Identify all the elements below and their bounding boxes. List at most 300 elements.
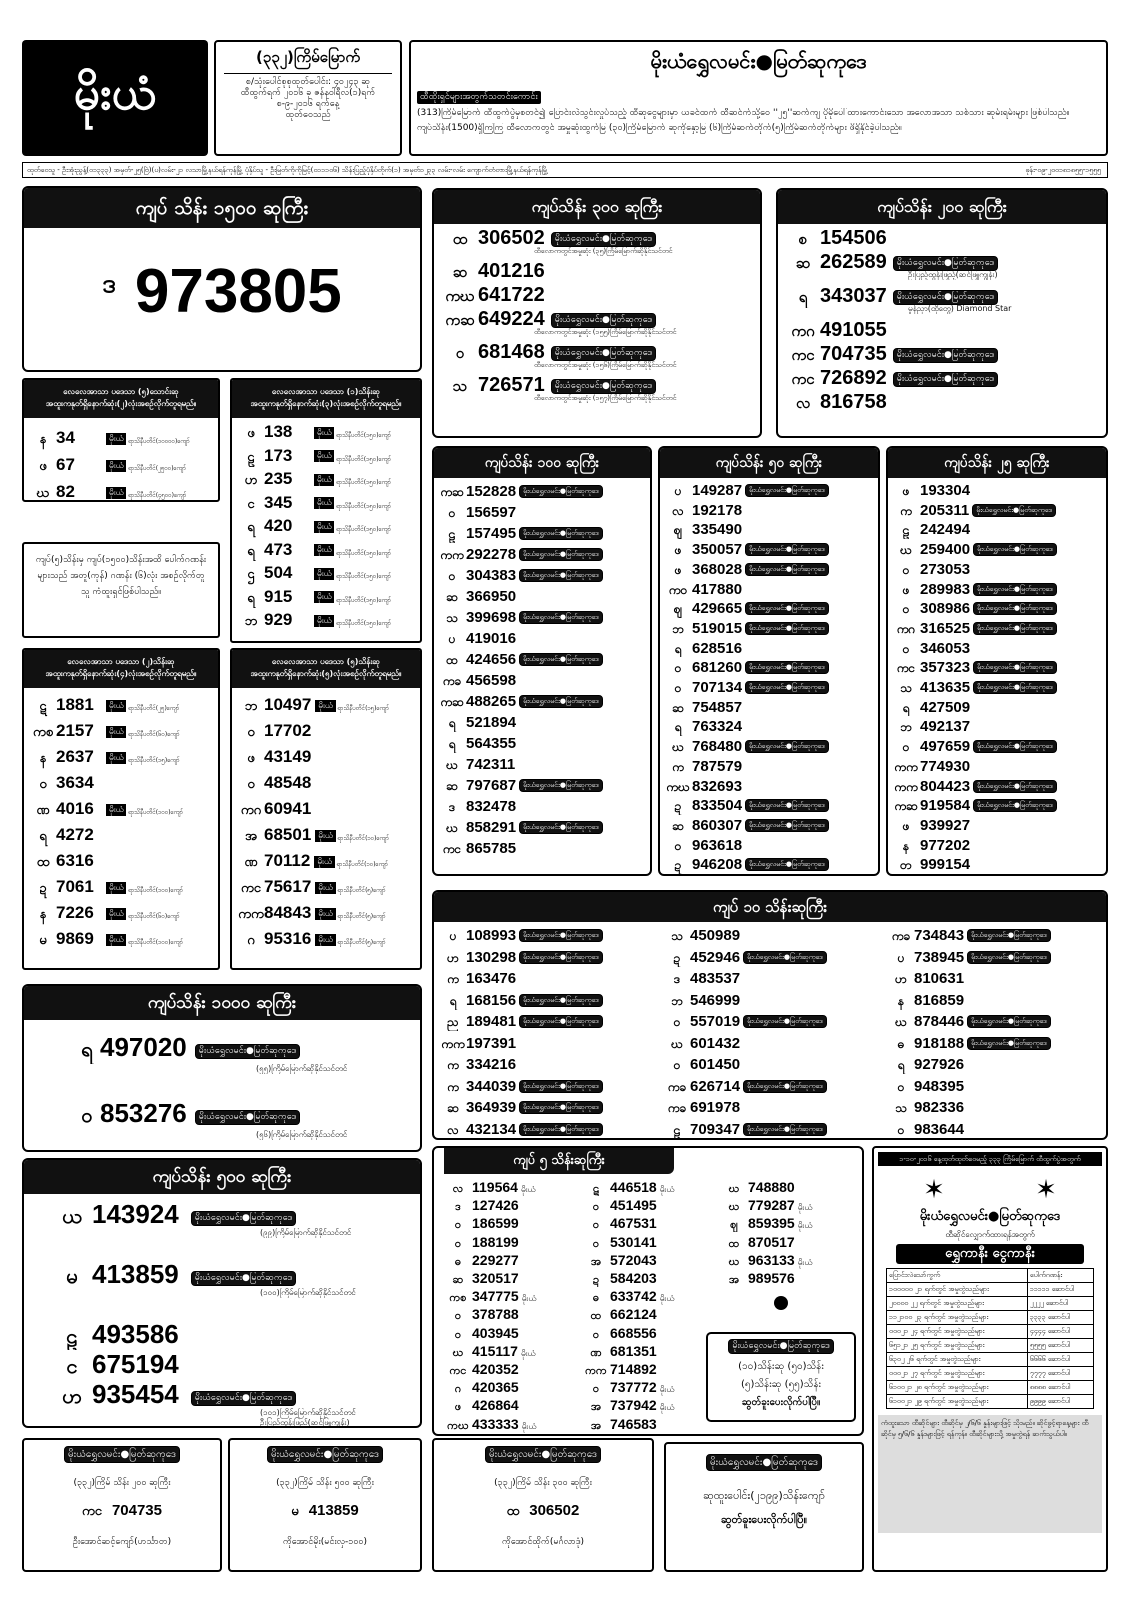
bottom-line: (၃၃၂)ကြိမ် သိန်း ၅၀၀ ဆုကြီး (276, 1478, 374, 1488)
prize-row (438, 648, 650, 669)
mini-tag (314, 544, 334, 556)
prize-number: 649224 (478, 308, 545, 330)
prize-row (664, 1096, 882, 1117)
tag-label (745, 563, 829, 576)
prize-5-panel (432, 1146, 864, 1436)
winner-note: ရာသိနီပတိင်(၁၅)ကျော် (337, 705, 390, 712)
prize-prefix: ဓ (897, 1036, 905, 1051)
prize-number: 138 (264, 422, 293, 441)
panel-header: ကျပ်သိန်း ၅၀၀ ဆုကြီး (24, 1160, 420, 1194)
table-cell: ၀၀၀၂၁ ၂၄ ရက်တွင် အမှုတွဲသည်များ (887, 1325, 1028, 1339)
prize-prefix: ဝ (247, 725, 255, 740)
prize-row (438, 837, 650, 858)
prize-number: 108993 (466, 927, 517, 944)
tag-label (973, 602, 1057, 615)
prize-row (664, 480, 876, 500)
prize-number: 492137 (920, 718, 971, 736)
prize-prefix: ကက (585, 1364, 607, 1377)
winner-note: ရာသိနီပတိင်(၁၅)ကျော် (128, 757, 180, 764)
prize-prefix: ကဆ (894, 799, 918, 814)
prize-row (786, 226, 1104, 250)
mini-tag-text: မိုးယံ (797, 1221, 813, 1231)
tag-label (519, 821, 603, 834)
prize-row (438, 522, 650, 543)
prize-row (442, 259, 758, 283)
prize-1000-panel (22, 984, 422, 1152)
prize-number: 163476 (466, 970, 517, 987)
prize-row (238, 467, 418, 491)
table-cell: ၆၃၀၂ ၂၆ ရက်တွင် အမှုတွဲသည်များ (887, 1353, 1028, 1367)
tag-label (743, 1015, 827, 1028)
winner-note: ရာသိနီပတိင်(၁၀၀၀၀)ကျော် (128, 438, 190, 445)
prize-row (582, 1269, 718, 1287)
first-prize-panel (22, 186, 422, 372)
prize-prefix: ကင (241, 881, 261, 896)
table-cell: ၁၀၀၀၀၀ ၂၁ ရက်တွင် အမှုတွဲသည်များ (887, 1283, 1028, 1297)
tag-label (519, 951, 603, 964)
table-row (887, 1395, 1094, 1409)
prize-prefix: ကက (441, 1036, 465, 1051)
prize-prefix: ဈ (673, 523, 683, 538)
prize-row (582, 1196, 718, 1214)
prize-prefix: ရ (247, 543, 255, 559)
prize-row (438, 774, 650, 795)
prize-number: 709347 (690, 1120, 741, 1138)
prize-row (720, 1178, 856, 1196)
masthead (22, 40, 1108, 156)
prize-row (888, 989, 1106, 1010)
tag-text: မိုးယံရွှေလမင်း●မြတ်ဆုကုဒေ (971, 931, 1047, 939)
tag-text: မိုးယံရွှေလမင်း●မြတ်ဆုကုဒေ (977, 545, 1053, 554)
winner-note: ရာသိနီပတိင်(၁၅၀)ကျော် (336, 502, 392, 510)
prize-prefix: ဆ (446, 590, 458, 604)
winner-note: (၅၅)ကြိမ်မြောက်ဆိုနိုင်သင်တင် (256, 1064, 348, 1073)
prize-prefix: ကင (896, 661, 916, 676)
tag-text: မိုးယံရွှေလမင်း●မြတ်ဆုကုဒေ (976, 505, 1052, 514)
prize-number: 10497 (264, 695, 312, 714)
prize-row (892, 776, 1104, 796)
mini-tag-text: မိုးယံ (109, 700, 124, 710)
prize-row (664, 1053, 882, 1074)
tag-label (893, 256, 998, 271)
prize-prefix: ဍ (673, 950, 681, 965)
prize-row (438, 732, 650, 753)
prize-row (52, 1258, 412, 1290)
prize-number: 704735 (111, 1502, 162, 1519)
winner-note: (၁၀၁)ကြိမ်မြောက်ဆိုနိုင်သင်တင် ဦးပြည့်ထွန်းဖြည့်(ဆင်ဖြူကျွန်း) (260, 1408, 356, 1427)
mini-tag-text: မိုးယံ (318, 934, 333, 944)
prize-row (444, 1378, 580, 1396)
prize-prefix: ဝ (902, 602, 910, 617)
tag-text: မိုးယံရွှေလမင်း●မြတ်ဆုကုဒေ (749, 486, 825, 494)
prize-number: 9869 (56, 929, 94, 948)
prize-number: 413859 (92, 1259, 179, 1289)
prize-row (892, 598, 1104, 618)
bottom-number-row (230, 1500, 420, 1522)
prize-row (238, 770, 418, 796)
mini-tag-text: မိုးယံ (317, 615, 332, 625)
tag-text: မိုးယံရွှေလမင်း●မြတ်ဆုကုဒေ (194, 1213, 293, 1223)
prize-number: 919584 (920, 797, 971, 815)
prize-prefix: ပ (448, 632, 456, 646)
prize-number: 810631 (914, 970, 965, 987)
mini-tag-text: မိုးယံ (659, 1185, 675, 1194)
prize-prefix: ရ (448, 716, 456, 730)
prize-number: 235 (264, 469, 293, 488)
tag-text: မိုးယံရွှေလမင်း●မြတ်ဆုကုဒေ (709, 1457, 819, 1468)
banner-line: ကျပ်သိန်း(1500)ရှိကြကြ ထီလောကတွင် အမှုဆုံးထွက်မြ (၃၀)ကြိမ်မြောက် ဆုကိုနှော့မြ (၆)ကြိမ်ဆက်တိုက်(၅)ကြိမ်ဆက်တိုက်များ ဖိရှိနိုင်ခဲ့ပါသည်။ (417, 123, 902, 133)
prize-number: 229277 (472, 1251, 519, 1268)
prize-row (664, 835, 876, 855)
prize-row (888, 1118, 1106, 1139)
prize-number: 768480 (692, 738, 743, 756)
prize-row (664, 677, 876, 697)
prize-prefix: မ (291, 1504, 299, 1519)
tag-label (745, 543, 829, 556)
mini-tag (314, 591, 334, 603)
tag-label (745, 622, 829, 635)
prize-number: 152828 (466, 483, 517, 500)
prize-number: 982336 (914, 1099, 965, 1116)
prize-number: 43149 (264, 747, 312, 766)
mini-tag-text: မိုးယံ (317, 474, 332, 484)
prize-prefix: အ (245, 829, 257, 844)
prize-row (440, 1053, 658, 1074)
issue-line: ထီထွက်ရက် ၂၀၁၆ ခု ဇန်နဝါရီလ(၁)ရက် (240, 88, 376, 98)
mini-tag-text: မိုးယံ (317, 568, 332, 578)
tag-text: မိုးယံရွှေလမင်း●မြတ်ဆုကုဒေ (749, 604, 825, 613)
panel-header-line: အထူးကနုတ်ရှိနောက်ဆုံး(၄)လုံးအစဉ်လိုက်တူရမည်။ (45, 669, 197, 678)
mini-tag-text: မိုးယံ (318, 882, 333, 892)
tag-label (973, 622, 1057, 635)
prize-number: 173 (264, 445, 293, 465)
prize-row (438, 606, 650, 627)
prize-prefix: ဓ (592, 1291, 600, 1305)
prize-row (888, 1075, 1106, 1096)
prize-prefix: ဍ (39, 881, 47, 896)
prize-row (438, 711, 650, 732)
prize-row (892, 539, 1104, 559)
tag-label (519, 1080, 603, 1093)
tag-label (893, 372, 998, 387)
prize-row (30, 744, 210, 770)
tag-text: မိုးယံရွှေလမင်း●မြတ်ဆုကုဒေ (977, 623, 1053, 632)
info-bar-right: ဖုန်း-၀၉-၂၀၀၁၈၁၈၅၅-၁၅၅၅ (1025, 166, 1101, 174)
prize-prefix: ဍ (674, 858, 682, 873)
prize-number: 963618 (692, 836, 743, 854)
prize-number: 306502 (478, 227, 545, 249)
logo (22, 40, 208, 156)
prize-number: 273053 (920, 560, 971, 578)
logo-text: မိုးယံ (73, 65, 157, 120)
prize-row (238, 444, 418, 468)
tag-label (706, 1454, 822, 1471)
prize-prefix: ကစ (32, 725, 54, 740)
prize-prefix: ထ (36, 855, 50, 870)
prize-prefix: ကခ (667, 1079, 687, 1094)
prize-number: 189481 (466, 1013, 517, 1030)
prize-number: 368028 (692, 560, 743, 578)
promo-heading: ရွှေကာနီး ငွေကာနီး (896, 1244, 1084, 1264)
prize-number: 446518 (610, 1179, 657, 1195)
prize-row (30, 718, 210, 744)
prize-prefix: ရ (674, 720, 682, 735)
prize-number: 2637 (56, 747, 94, 766)
prize-number: 860307 (692, 816, 743, 834)
prize-prefix: ဖ (39, 459, 47, 474)
prize-row (664, 924, 882, 945)
prize-number: 95316 (264, 929, 312, 948)
prize-prefix: င (66, 1354, 78, 1378)
prize-prefix: ဠ (247, 449, 255, 465)
table-cell: ၀၀၀၂၁ ၂၇ ရက်တွင် အမှုတွဲသည်များ (887, 1367, 1028, 1381)
prize-number: 433333 (472, 1415, 519, 1432)
prize-number: 557019 (690, 1013, 741, 1030)
mini-tag (106, 882, 126, 894)
prize-prefix: လ (672, 503, 684, 518)
prize-row (664, 598, 876, 618)
mini-tag (106, 934, 126, 946)
table-cell: ၁၁၂၁၀၀ ၂၃ ရက်တွင် အမှုတွဲသည်များ (887, 1311, 1028, 1325)
prize-number: 401216 (478, 260, 545, 282)
tag-label (519, 611, 603, 624)
promo-deco (878, 1172, 1102, 1208)
prize-prefix: အ (590, 1254, 602, 1268)
prize-row (438, 480, 650, 501)
prize-number: 205311 (920, 501, 970, 519)
winner-note: ထီလောကတွင်အမှုဆုံး (၁၅၆)ကြိမ်မြောက်ဆိုနိုင်သင်တင် (534, 361, 677, 369)
prize-prefix: ဝ (674, 838, 682, 853)
prize-number: 186599 (472, 1215, 519, 1232)
tag-text: မိုးယံရွှေလမင်း●မြတ်ဆုကုဒေ (523, 995, 599, 1004)
prize-number: 345 (264, 492, 293, 512)
prize-number: 335490 (692, 521, 743, 539)
prize-prefix: က (447, 1058, 459, 1072)
prize-number: 737772 (610, 1379, 657, 1396)
table-header: ပေါက်ဂဏန်း (1027, 1269, 1093, 1283)
prize-row (888, 924, 1106, 945)
mini-tag (106, 487, 126, 499)
tag-label (519, 1101, 603, 1114)
note-text: ကျပ်(၅)သိန်းမှ ကျပ်(၁၅၀၀)သိန်းအထိ ပေါက်ဂဏန်းများသည် အတူ(ကုန်) ဂဏန်း (၆)လုံး အစဉ်လိုက်တူသူ ကံထူးရှင်ဖြစ်ပါသည်။ (35, 555, 207, 597)
bottom-box (228, 1438, 422, 1572)
panel-header (24, 380, 218, 418)
prize-row (664, 579, 876, 599)
tag-label (967, 951, 1051, 964)
prize-row (892, 579, 1104, 599)
inner-promo-line: (၁၀)သိန်းဆု (၅၀)သိန်း (738, 1360, 824, 1372)
prize-row (720, 1269, 856, 1287)
prize-prefix: ဆ (795, 254, 811, 272)
tag-text: မိုးယံရွှေလမင်း●မြတ်ဆုကုဒေ (523, 952, 599, 961)
winner-note: ထီလောကတွင်အမှုဆုံး (၁၅၅)ကြိမ်မြောက်ဆိုနိုင်သင်တင် (534, 328, 677, 336)
prize-number: 417880 (692, 580, 743, 598)
prize-number: 774930 (920, 757, 971, 775)
prize-row (582, 1305, 718, 1323)
prize-prefix: လ (447, 1122, 459, 1137)
mini-tag-text: မိုးယံ (109, 934, 124, 944)
tag-label (519, 1123, 603, 1136)
tag-text: မိုးယံရွှေလမင်း●မြတ်ဆုကုဒေ (198, 1112, 297, 1122)
prize-prefix: ဝ (247, 777, 255, 792)
winner-note: ရာသိနီပတိင်(၅)ကျော် (337, 913, 386, 920)
prize-row (52, 1318, 412, 1350)
tag-text: မိုးယံရွှေလမင်း●မြတ်ဆုကုဒေ (749, 820, 825, 829)
prize-row (438, 753, 650, 774)
prize-row (30, 692, 210, 718)
prize-row (664, 776, 876, 796)
prize-100-panel (432, 446, 652, 876)
winner-note: (၁၀၀)ကြိမ်မြောက်ဆိုနိုင်သင်တင် (260, 1288, 356, 1297)
prize-prefix: ဝ (455, 344, 465, 362)
prize-prefix: ဖ (247, 426, 255, 441)
info-bar (22, 162, 1108, 178)
prize-number: 704735 (820, 343, 887, 365)
prize-number: 473 (264, 539, 293, 559)
prize-row (664, 756, 876, 776)
prize-number: 424656 (466, 651, 517, 668)
prize-number: 865785 (466, 840, 517, 857)
prize-number: 4016 (56, 799, 94, 818)
tag-label (743, 1080, 827, 1093)
tag-text: မိုးယံရွှေလမင်း●မြတ်ဆုကုဒေ (523, 529, 599, 537)
prize-300-panel (432, 188, 762, 438)
winner-note: ရာသိနီပတိင်(၁၅၀)ကျော် (336, 432, 392, 439)
mini-tag (106, 908, 126, 920)
tag-label (519, 569, 603, 582)
prize-prefix: ကင (82, 1504, 102, 1519)
winner-note: ရာသိနီပတိင်(၅)ကျော် (337, 887, 386, 894)
prize-prefix: ဝ (454, 1309, 462, 1323)
winner-note: ရာသိနီပတိင်(၂၅၀၀)ကျော် (128, 465, 187, 472)
winner-note: ဦးပြည့်ထွန်းဖြည့်(ဆင်ဖြူကျွန်း) (908, 270, 998, 279)
table-row (887, 1297, 1094, 1311)
bottom-line: ကိုအောင်ထိုက်(မင်္ဂလာဒုံ) (502, 1537, 584, 1547)
bottom-line: ဆုထူးပေါင်း(၂၁၉၉)သိန်းကျော် (703, 1489, 825, 1502)
prize-number: 742311 (466, 756, 516, 773)
prize-number: 521894 (466, 714, 517, 731)
mini-tag-text: မိုးယံ (318, 700, 333, 710)
tag-label (195, 1044, 300, 1059)
prize-number: 737942 (610, 1397, 657, 1414)
prize-number: 927926 (914, 1056, 965, 1073)
prize-number: 450989 (690, 927, 741, 944)
prize-row (30, 478, 210, 502)
prize-row (892, 697, 1104, 717)
mini-tag (106, 752, 126, 764)
winner-note: ရာသိနီပတိင်(၁၅၀)ကျော် (336, 596, 392, 604)
first-prize-number (24, 256, 420, 327)
tag-label (64, 1446, 180, 1463)
prize-number: 6316 (56, 851, 94, 870)
tag-text: မိုးယံရွှေလမင်း●မြတ်ဆုကုဒေ (977, 604, 1053, 613)
prize-row (582, 1396, 718, 1414)
prize-prefix: အ (728, 1273, 740, 1286)
prize-row (664, 697, 876, 717)
prize-number: 316525 (920, 619, 971, 637)
issue-line: ထုတ်ဝေသည် (285, 110, 331, 120)
prize-row (892, 500, 1104, 520)
prize-prefix: ဃ (452, 1345, 464, 1359)
prize-row (664, 519, 876, 539)
prize-number: 75617 (264, 877, 312, 896)
panel-header-line: အထူးကနုတ်ရှိနောက်ဆုံး(၂)လုံးအစဉ်လိုက်တူရမည်။ (45, 399, 197, 408)
mini-tag (314, 450, 334, 462)
winner-note: ရာသိနီပတိင်(၁၀၀)ကျော် (128, 887, 184, 894)
prize-prefix: ဝ (592, 1200, 600, 1214)
prize-number: 130298 (466, 948, 517, 966)
tag-text: မိုးယံရွှေလမင်း●မြတ်ဆုကုဒေ (270, 1449, 380, 1460)
prize-prefix: ဖ (247, 751, 255, 766)
prize-prefix: ထ (728, 1236, 740, 1250)
tag-label (743, 1123, 827, 1136)
prize-row (238, 538, 418, 562)
prize-number: 413635 (920, 679, 971, 696)
panel-header: ကျပ် သိန်း ၁၅၀၀ ဆုကြီး (24, 188, 420, 228)
prize-prefix: ဆ (452, 1273, 464, 1286)
prize-row (582, 1415, 718, 1433)
table-cell: ၈၈၈၈ ဆောင်ပါ (1027, 1381, 1093, 1395)
prize-row (664, 854, 876, 874)
panel-header (232, 650, 420, 688)
prize-number: 746583 (610, 1415, 657, 1432)
winner-note: (၉၉)ကြိမ်မြောက်ဆိုနိုင်သင်တင် (260, 1228, 352, 1237)
prize-number: 420365 (472, 1379, 519, 1396)
prize-prefix: က (900, 503, 912, 518)
prize-number: 973805 (134, 257, 342, 326)
tag-label (967, 1037, 1051, 1050)
tag-label (195, 1110, 300, 1125)
tag-text: မိုးယံရွှေလမင်း●မြတ်ဆုကုဒေ (977, 742, 1053, 751)
mini-tag (314, 521, 334, 533)
mini-tag-text: မိုးယံ (109, 433, 124, 443)
issue-box (214, 40, 402, 156)
prize-prefix: ကင (791, 370, 815, 388)
table-cell: ၆၆၆၆ ဆောင်ပါ (1027, 1353, 1093, 1367)
prize-row (238, 561, 418, 585)
prize-row (238, 848, 418, 874)
mini-tag-text: မိုးယံ (318, 908, 333, 918)
prize-number: 262589 (820, 251, 887, 273)
tag-text: မိုးယံရွှေလမင်း●မြတ်ဆုကုဒေ (971, 952, 1047, 961)
mini-tag-text: မိုးယံ (317, 545, 332, 554)
inner-promo-line: (၅)သိန်းဆု (၅၅)သိန်း (740, 1378, 822, 1390)
prize-row (238, 718, 418, 744)
prize-row (720, 1214, 856, 1232)
tag-text: မိုးယံရွှေလမင်း●မြတ်ဆုကုဒေ (523, 487, 599, 495)
mini-tag-text: မိုးယံ (797, 1257, 813, 1267)
prize-number: 154506 (820, 227, 887, 249)
panel-header-line: လေလေအာသာ ပဒေသာ (၅)သောင်းဆု (63, 387, 179, 396)
tag-label (728, 1339, 833, 1354)
prize-number: 726571 (478, 374, 545, 396)
prize-row (892, 618, 1104, 638)
promo-table (886, 1268, 1094, 1409)
prize-row (440, 967, 658, 988)
tag-text: မိုးယံရွှေလမင်း●မြတ်ဆုကုဒေ (971, 1017, 1047, 1025)
prize-row (30, 822, 210, 848)
tag-text: မိုးယံရွှေလမင်း●မြတ်ဆုကုဒေ (749, 545, 825, 554)
prize-prefix: ဍ (674, 799, 682, 814)
promo-brand: မိုးယံရွှေလမင်း●မြတ်ဆုကုဒေ (919, 1209, 1061, 1224)
prize-prefix: ဒ (455, 1200, 461, 1214)
mini-tag (106, 726, 126, 738)
mini-tag-text: မိုးယံ (109, 882, 124, 892)
prize-prefix: ဟ (447, 950, 459, 965)
prize-prefix: ဖ (902, 484, 910, 498)
prize-prefix: န (39, 751, 47, 766)
tag-label (551, 379, 656, 394)
